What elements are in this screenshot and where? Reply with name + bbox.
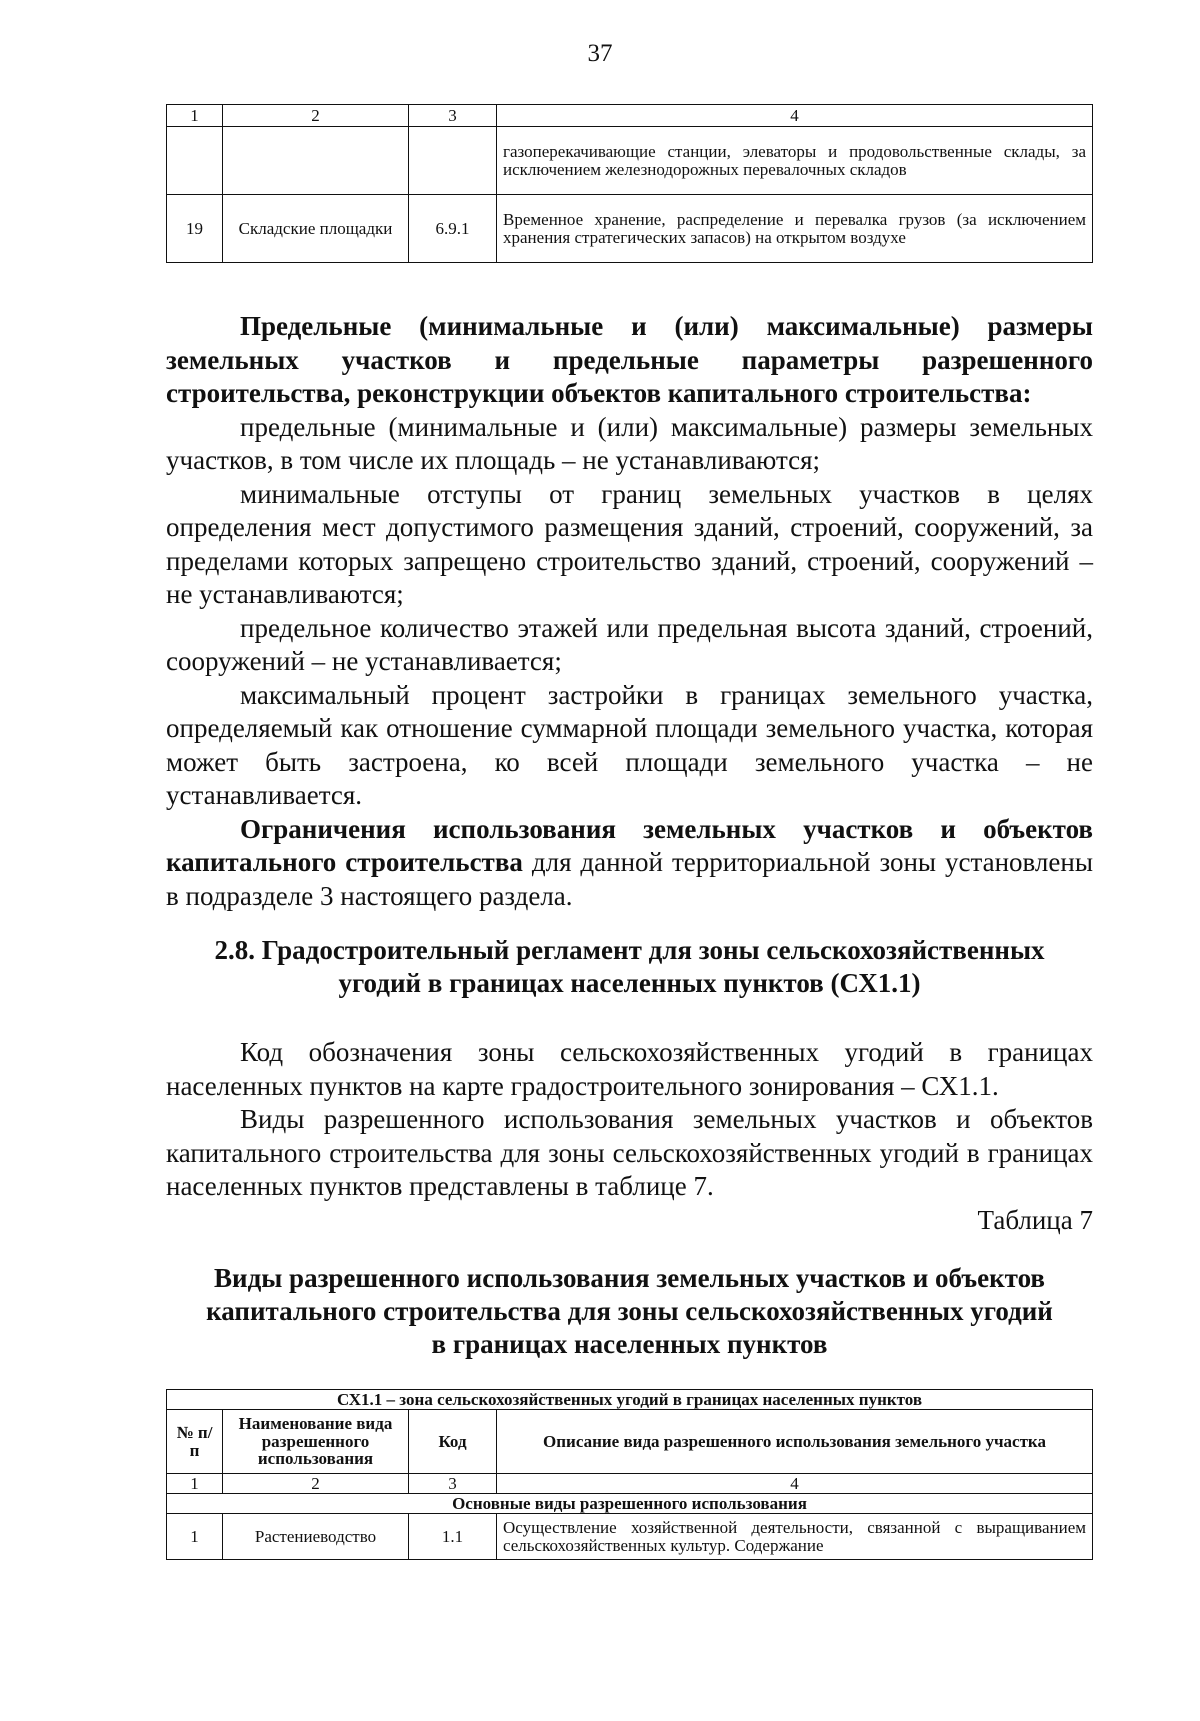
col-header-description: Описание вида разрешенного использования земельного участка [497, 1410, 1093, 1474]
group-row [167, 1494, 1093, 1514]
limits-paragraph-1: предельные (минимальные и (или) максимальные) размеры земельных участков, в том числе их площадь – не устанавливаются; [166, 411, 1093, 475]
cell-num [167, 127, 223, 195]
limits-section [166, 310, 1093, 913]
zone-header: СХ1.1 – зона сельскохозяйственных угодий в границах населенных пунктов [167, 1390, 1093, 1410]
col-number-4: 4 [497, 1474, 1093, 1494]
col-number-3: 3 [409, 1474, 497, 1494]
table-title-line-2: капитального строительства для зоны сельскохозяйственных угодий [206, 1296, 1053, 1326]
table-row [167, 195, 1093, 263]
continuation-table [166, 104, 1093, 263]
section-paragraph-1: Код обозначения зоны сельскохозяйственных угодий в границах населенных пунктов на карте градостроительного зонирования – СХ1.1. [166, 1037, 1093, 1101]
table-label: Таблица 7 [977, 1204, 1093, 1235]
section-title-line-1: 2.8. Градостроительный регламент для зоны сельскохозяйственных [214, 935, 1045, 965]
cell-description: Временное хранение, распределение и перевалка грузов (за исключением хранения стратегических запасов) на открытом воздухе [497, 195, 1093, 263]
section-paragraph-2: Виды разрешенного использования земельных участков и объектов капитального строительства для зоны сельскохозяйственных угодий в границах населенных пунктов представлены в таблице 7. [166, 1104, 1093, 1201]
limits-paragraph-2: минимальные отступы от границ земельных участков в целях определения мест допустимого размещения зданий, строений, сооружений, за пределами которых запрещено строительство зданий, строений, сооружений – не устанавливаются; [166, 478, 1093, 609]
col-number-3: 3 [409, 105, 497, 127]
col-number-1: 1 [167, 105, 223, 127]
restrictions-paragraph [166, 813, 1093, 914]
cell-description: Осуществление хозяйственной деятельности, связанной с выращиванием сельскохозяйственных культур. Содержание [497, 1514, 1093, 1560]
table-row [167, 127, 1093, 195]
col-number-4: 4 [497, 105, 1093, 127]
group-main: Основные виды разрешенного использования [167, 1494, 1093, 1514]
section-body [166, 1036, 1093, 1237]
restrictions-bold: Ограничения использования земельных участков и объектов капитального строительства [166, 813, 1093, 877]
cell-name: Складские площадки [223, 195, 409, 263]
section-title-line-2: угодий в границах населенных пунктов (СХ1.1) [338, 968, 921, 998]
cell-code: 1.1 [409, 1514, 497, 1560]
limits-paragraph-4: максимальный процент застройки в границах земельного участка, определяемый как отношение суммарной площади земельного участка, которая может быть застроена, ко всей площади земельного участка – не устанавливается. [166, 679, 1093, 810]
cell-name: Растениеводство [223, 1514, 409, 1560]
limits-heading: Предельные (минимальные и (или) максимальные) размеры земельных участков и предельные параметры разрешенного строительства, реконструкции объектов капитального строительства: [166, 311, 1093, 408]
section-title [166, 934, 1093, 1000]
table-title-line-1: Виды разрешенного использования земельных участков и объектов [214, 1263, 1045, 1293]
cell-code [409, 127, 497, 195]
col-header-code: Код [409, 1410, 497, 1474]
col-number-2: 2 [223, 1474, 409, 1494]
cell-name [223, 127, 409, 195]
zone-header-row [167, 1390, 1093, 1410]
table-title-line-3: в границах населенных пунктов [431, 1329, 828, 1359]
cell-num: 19 [167, 195, 223, 263]
table-row-col-numbers [167, 1474, 1093, 1494]
page-number: 37 [587, 40, 613, 67]
table-7 [166, 1389, 1093, 1560]
col-header-name: Наименование вида разрешенного использования [223, 1410, 409, 1474]
col-number-1: 1 [167, 1474, 223, 1494]
cell-num: 1 [167, 1514, 223, 1560]
table-row-col-numbers [167, 105, 1093, 127]
restrictions-rest: для данной территориальной зоны установлены в подразделе 3 настоящего раздела. [166, 847, 1093, 911]
column-header-row [167, 1410, 1093, 1474]
col-header-num: № п/п [167, 1410, 223, 1474]
table-title [166, 1262, 1093, 1361]
limits-paragraph-3: предельное количество этажей или предельная высота зданий, строений, сооружений – не устанавливается; [166, 612, 1093, 676]
table-row [167, 1514, 1093, 1560]
col-number-2: 2 [223, 105, 409, 127]
cell-code: 6.9.1 [409, 195, 497, 263]
cell-description: газоперекачивающие станции, элеваторы и продовольственные склады, за исключением железнодорожных перевалочных складов [497, 127, 1093, 195]
